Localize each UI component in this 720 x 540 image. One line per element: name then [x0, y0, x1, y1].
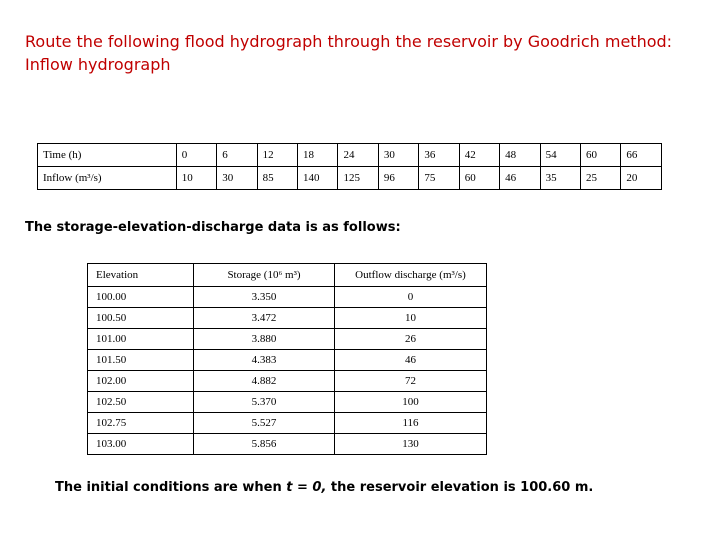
elevation-cell: 103.00: [88, 434, 194, 455]
table-header-row: [88, 264, 487, 287]
storage-elevation-discharge-table: [87, 263, 487, 455]
storage-data-heading: The storage-elevation-discharge data is as follows:: [25, 220, 401, 235]
elevation-cell: 102.50: [88, 392, 194, 413]
inflow-cell: 20: [621, 167, 662, 190]
inflow-cell: 140: [298, 167, 338, 190]
storage-cell: 3.472: [194, 308, 335, 329]
initial-time-text: t = 0,: [286, 480, 327, 495]
table-row: [88, 413, 487, 434]
initial-conditions-note: [55, 480, 593, 495]
time-cell: 36: [419, 144, 459, 167]
elevation-cell: 100.00: [88, 287, 194, 308]
outflow-cell: 116: [335, 413, 487, 434]
table-row: [88, 350, 487, 371]
elevation-header: Elevation: [88, 264, 194, 287]
elevation-cell: 102.75: [88, 413, 194, 434]
initial-elevation-text: the reservoir elevation is 100.60 m.: [326, 480, 594, 495]
time-cell: 42: [459, 144, 499, 167]
inflow-cell: 96: [378, 167, 418, 190]
storage-cell: 4.383: [194, 350, 335, 371]
outflow-cell: 72: [335, 371, 487, 392]
outflow-cell: 10: [335, 308, 487, 329]
outflow-cell: 26: [335, 329, 487, 350]
inflow-cell: 25: [581, 167, 621, 190]
inflow-cell: 60: [459, 167, 499, 190]
outflow-cell: 100: [335, 392, 487, 413]
time-cell: 24: [338, 144, 378, 167]
inflow-cell: 85: [257, 167, 297, 190]
initial-conditions-text: The initial conditions are when: [55, 480, 287, 495]
inflow-cell: 46: [500, 167, 540, 190]
time-cell: 66: [621, 144, 662, 167]
elevation-cell: 101.00: [88, 329, 194, 350]
inflow-cell: 30: [217, 167, 257, 190]
title-line-1: Route the following flood hydrograph through the reservoir by Goodrich method:: [25, 32, 673, 51]
title-line-2: Inflow hydrograph: [25, 55, 171, 74]
outflow-cell: 46: [335, 350, 487, 371]
table-row: [88, 434, 487, 455]
time-cell: 0: [176, 144, 216, 167]
table-row: [88, 308, 487, 329]
storage-cell: 5.856: [194, 434, 335, 455]
time-cell: 54: [540, 144, 580, 167]
problem-title: [25, 30, 705, 76]
storage-cell: 5.370: [194, 392, 335, 413]
time-cell: 48: [500, 144, 540, 167]
time-row: [38, 144, 662, 167]
outflow-cell: 0: [335, 287, 487, 308]
inflow-row: [38, 167, 662, 190]
time-cell: 18: [298, 144, 338, 167]
table-row: [88, 392, 487, 413]
inflow-hydrograph-table: [37, 143, 662, 190]
inflow-cell: 125: [338, 167, 378, 190]
inflow-cell: 10: [176, 167, 216, 190]
storage-cell: 4.882: [194, 371, 335, 392]
table-row: [88, 371, 487, 392]
time-cell: 6: [217, 144, 257, 167]
storage-cell: 5.527: [194, 413, 335, 434]
time-cell: 12: [257, 144, 297, 167]
storage-header: Storage (10⁶ m³): [194, 264, 335, 287]
time-cell: 30: [378, 144, 418, 167]
inflow-label: Inflow (m³/s): [38, 167, 177, 190]
table-row: [88, 287, 487, 308]
time-cell: 60: [581, 144, 621, 167]
storage-cell: 3.350: [194, 287, 335, 308]
inflow-cell: 75: [419, 167, 459, 190]
outflow-header: Outflow discharge (m³/s): [335, 264, 487, 287]
elevation-cell: 102.00: [88, 371, 194, 392]
table-row: [88, 329, 487, 350]
elevation-cell: 101.50: [88, 350, 194, 371]
inflow-cell: 35: [540, 167, 580, 190]
elevation-cell: 100.50: [88, 308, 194, 329]
storage-cell: 3.880: [194, 329, 335, 350]
outflow-cell: 130: [335, 434, 487, 455]
time-label: Time (h): [38, 144, 177, 167]
